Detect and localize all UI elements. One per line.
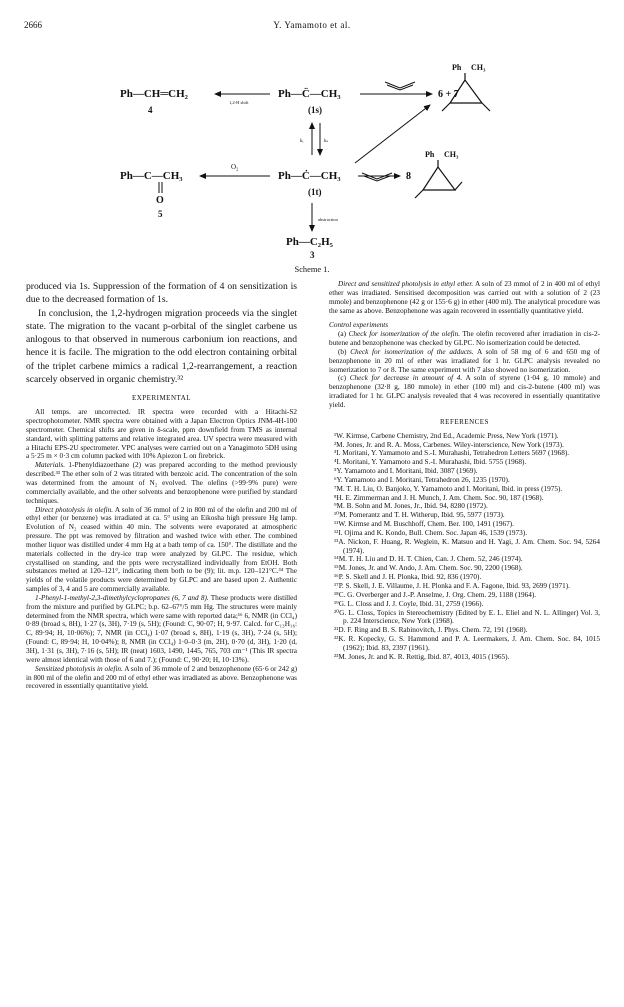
sub-ph-top: Ph [452, 63, 462, 72]
paragraph-head: Sensitized photolysis in olefin. [35, 664, 123, 673]
paragraph-body: A soln of 36 mmol of 2 in 800 ml of the olefin and 200 ml of ethyl ether (or benzene) was irradiated at ca. 5° using an Eikosha high pressure Hg lamp. Evolution of N₂ ceased within 40 min. The solvents were evaporated at atmospheric pressure. The ppt was removed by filtration and washed twice with ether. The combined mother liquor was distilled under 4 mm Hg at a bath temp of ca. 150°. The distillate and the materials collected in the dry-ice trap were analyzed by GLPC. The residue, which crystallised on standing, and the ppts were recrystallized individually from EtOH. Both substances melted at 120–121°, indicating them both to be (9); lit. m.p. 120–121°C.³⁴ The yields of the volatile products were determined by GLPC and are based upon 2. Authentic samples of 3, 4 and 5 are commercially available. [26, 505, 298, 594]
paragraph [329, 280, 600, 315]
ethylbenzene-formula: Ph—C₂H₅ [286, 236, 333, 248]
running-head: Y. Yamamoto et al. [273, 20, 351, 30]
abstraction-label: abstraction [318, 217, 338, 222]
reference-item: ¹³A. Nickon, F. Huang, R. Weglein, K. Matsuo and H. Yagi, J. Am. Chem. Soc. 94, 5264 (1974). [334, 537, 600, 555]
paragraph: In conclusion, the 1,2-hydrogen migration proceeds via the singlet state. The migration to the vacant p-orbital of the singlet carbene us anlogous to that observed in numerous carbonium ion reactions, and hence it is facile. The migration to the odd electron containing orbital of the triplet carbene mimics a radical 1,2-rearrangement, a reaction scarcely observed in organic chemistry.³² [26, 307, 297, 386]
reference-item: ¹⁷P. S. Skell, J. E. Villaume, J. H. Plonka and F. A. Fagone, Ibid. 93, 2699 (1971). [334, 582, 570, 590]
paragraph-head: Direct and sensitized photolysis in ethyl ether. [338, 280, 474, 288]
reference-item: ⁸H. E. Zimmerman and J. H. Munch, J. Am. Chem. Soc. 90, 187 (1968). [334, 493, 544, 502]
left-column [26, 280, 297, 691]
reference-item: ¹⁸C. G. Overberger and J.-P. Anselme, J. Org. Chem. 29, 1188 (1964). [334, 590, 537, 599]
paragraph-body: The olefin recovered after irradiation in cis-2-butene and benzophenone was checked by GLPC. No isomerization could be detected. [329, 330, 601, 348]
reference-item: ¹W. Kirmse, Carbene Chemistry, 2nd Ed., Academic Press, New York (1971). [334, 431, 559, 440]
triplet-label: (1t) [308, 187, 322, 197]
sub-ph-mid: Ph [425, 150, 435, 159]
item-label: (b) [338, 347, 347, 356]
reference-item: ²²K. R. Kopecky, G. S. Hammond and P. A. Leermakers, J. Am. Chem. Soc. 84, 1015 (1962); Ibid. 83, 2397 (1961). [334, 635, 600, 652]
paragraph [329, 374, 600, 409]
reference-item: ¹⁹G. L. Closs and J. J. Coyle, Ibid. 31, 2759 (1966). [334, 599, 484, 608]
shift-label: 1,2-H shift [229, 100, 249, 105]
ks-label: kₛ [324, 139, 329, 144]
paragraph: produced via 1s. Suppression of the formation of 4 on sensitization is due to the decreased formation of 1s. [26, 281, 297, 306]
paragraph [26, 665, 297, 692]
ethylbenzene-number: 3 [310, 250, 315, 260]
paragraph-body: These products were distilled from the mixture and purified by GLPC; b.p. 62–67°/5 mm Hg. The structures were mainly determined from the NMR spectra, which were same with reported data;¹⁶ 6, NMR (in CCl₄) 0·89 (broad s, 8H), 1·27 (s, 3H), 7·19 (s, 5H); (Found: C, 90·07; H, 9·97. Calcd. for C₁₃H₁₆: C, 89·94; H, 10·06%); 7, NMR (in CCl₄) 1·07 (broad s, 8H), 1·19 (s, 3H), 7·24 (s, 5H); (Found: C, 89·94; H, 10·04%); 8, NMR (in CCl₄) 1·0–0·3 (m, 2H), 0·70 (d, 3H), 1·20 (d, 3H), 1·31 (s, 3H), 7·16 (s, 5H); IR (neat) 1603, 1490, 1445, 765, 703 cm⁻¹ (This IR spectra were almost identical with those of 6 and 7.); (Found: C, 90·20; H, 10·13%). [26, 593, 297, 664]
sub-ch3-top: CH₃ [471, 63, 486, 72]
paragraph-body: A soln of 58 mg of 6 and 650 mg of benzophenone in 20 ml of ether was irradiated for 1 hr. GLPC analysis revealed no isomerization to 7 or 8. The same experiment with 7 also showed no isomerization. [329, 347, 600, 374]
paragraph: All temps. are uncorrected. IR spectra were recorded with a Hitachi-S2 spectrophotometer. NMR spectra were obtained with a Japan Electron Optics JNM-4H-100 spectrometer. Chemical shifts are given in δ-scale, ppm downfield from TMS as internal standard, with splitting patterns and relative integrated area. UV spectra were measured with a Hitachi EPS-2U spectrometer. VPC analyses were carried out on a Yanagimoto 5DH using a 5·25 m × 0·3 cm column packed with 10% Apiezon L on firebrick. [26, 408, 297, 461]
reference-item: ¹⁵M. Jones, Jr. and W. Ando, J. Am. Chem. Soc. 90, 2200 (1968). [334, 564, 523, 573]
paragraph [329, 348, 600, 375]
ketone-number: 5 [158, 209, 163, 219]
page-number: 2666 [24, 20, 42, 30]
reference-item: ⁵Y. Yamamoto and I. Moritani, Ibid. 3087 (1969). [334, 467, 478, 476]
ki-label: kᵢ [300, 139, 304, 144]
ketone-formula: Ph—C—CH₃ [120, 170, 183, 182]
subsection-heading: Control experiments [329, 321, 389, 330]
styrene-formula: Ph—CH═CH₂ [120, 88, 188, 100]
paragraph-head: Direct photolysis in olefin. [35, 505, 114, 514]
reference-item: ⁹M. B. Sohn and M. Jones, Jr., Ibid. 94, 8280 (1972). [334, 502, 488, 511]
reaction-scheme [90, 45, 620, 260]
paragraph-body: 1-Phenyldiazoethane (2) was prepared according to the method previously described.³³ The ether soln of 2 was titrated with benzoic acid. The concentration of the soln was determined from the amount of N₂ evolved. The olefins (>99·9% pure) were commercially available, and the other solvents and benzophenone were purified by standard techniques. [26, 461, 297, 505]
reference-item: ¹⁰M. Pomerantz and T. H. Witherup, Ibid. 95, 5977 (1973). [334, 511, 505, 520]
reference-item: ¹²I. Ojima and K. Kondo, Bull. Chem. Soc. Japan 46, 1539 (1973). [334, 528, 528, 537]
styrene-number: 4 [148, 105, 153, 115]
paragraph-head: Check for isomerization of the adducts. [350, 347, 474, 356]
scheme-caption: Scheme 1. [294, 265, 330, 274]
reference-item: ⁷M. T. H. Liu, O. Banjoko, Y. Yamamoto and I. Moritani, Ibid. in press (1975). [334, 484, 563, 493]
paragraph-head: Check for isomerization of the olefin. [348, 330, 461, 339]
triplet-carbene-formula: Ph—Ċ—CH₃ [278, 170, 341, 182]
olefin-double-bond-top [385, 82, 415, 90]
reference-item: ¹⁶P. S. Skell and J. H. Plonka, Ibid. 92, 836 (1970). [334, 573, 482, 582]
right-column [329, 280, 600, 662]
product-8: 8 [406, 171, 411, 182]
paragraph-body: A soln of styrene (1·04 g, 10 mmole) and benzophenone (32·8 g, 180 mmole) in ether (100 ml) and cis-2-butene (400 ml) was irradiated for 1 hr. GLPC analysis revealed that 4 was recovered in essentially quantitative yield. [329, 374, 600, 409]
reference-item: ⁴I. Moritani, Y. Yamamoto and S.-I. Murahashi, Ibid. 5755 (1968). [334, 458, 527, 467]
olefin-double-bond-mid [362, 173, 392, 181]
references-heading: REFERENCES [440, 417, 489, 426]
o2-label: O₂ [231, 163, 239, 171]
arrow-triplet-to-67 [355, 105, 430, 163]
reference-item: ¹¹W. Kirmse and M. Buschhoff, Chem. Ber. 100, 1491 (1967). [334, 520, 514, 529]
item-label: (c) [338, 374, 347, 383]
paragraph [26, 506, 297, 594]
reference-item: ³I. Moritani, Y. Yamamoto and S.-I. Murahashi, Tetrahedron Letters 5697 (1968). [334, 449, 570, 458]
paragraph [26, 594, 297, 665]
paragraph-body: A soln of 23 mmol of 2 in 400 ml of ethyl ether was irradiated. Sensitised decomposition was carried out with a solution of 2 (23 mmole) and benzophenone (42 g or 155·6 g) in ether (400 ml). The analytical procedure was the same as above. Benzophenone was again recovered in essentially quantitative yield. [329, 280, 600, 315]
products-6-7: 6 + 7 [438, 89, 459, 100]
reference-item: ⁶Y. Yamamoto and I. Moritani, Tetrahedron 26, 1235 (1970). [334, 475, 510, 484]
reference-item: ²M. Jones, Jr. and R. A. Moss, Carbenes. Wiley-interscience, New York (1973). [334, 440, 564, 449]
singlet-carbene-formula: Ph—C̈—CH₃ [278, 88, 341, 100]
paragraph [26, 461, 297, 505]
paragraph-body: A soln of 36 mmole of 2 and benzophenone (65·6 or 242 g) in 800 ml of the olefin and 200 ml of ethyl ether was irradiated as above. Benzophenone was recovered in essentially quantitative yield. [26, 664, 297, 691]
ketone-oxygen: O [156, 195, 164, 206]
reference-item: ²⁰G. L. Closs, Topics in Stereochemistry (Edited by E. L. Eliel and N. L. Allinger) Vol. 3, p. 224 Interscience, New York (1968). [334, 608, 600, 626]
singlet-label: (1s) [308, 105, 322, 115]
cyclopropane-mid [415, 160, 462, 198]
paragraph-head: 1-Phenyl-1-methyl-2,3-dimethylcyclopropanes (6, 7 and 8). [35, 593, 209, 602]
reference-item: ¹⁴M. T. H. Liu and D. H. T. Chien, Can. J. Chem. 52, 246 (1974). [334, 555, 523, 564]
reference-item: ²³M. Jones, Jr. and K. R. Rettig, Ibid. 87, 4013, 4015 (1965). [334, 652, 510, 661]
paragraph [329, 330, 600, 348]
sub-ch3-mid: CH₃ [444, 150, 459, 159]
section-heading: EXPERIMENTAL [131, 394, 192, 403]
paragraph-head: Materials. [35, 461, 66, 470]
item-label: (a) [338, 330, 347, 339]
paragraph-head: Check for decrease in amount of 4. [349, 374, 463, 383]
reference-list [329, 432, 600, 662]
reference-item: ²¹D. F. Ring and B. S. Rabinovitch, J. Phys. Chem. 72, 191 (1968). [334, 626, 528, 635]
page-header [24, 20, 600, 36]
